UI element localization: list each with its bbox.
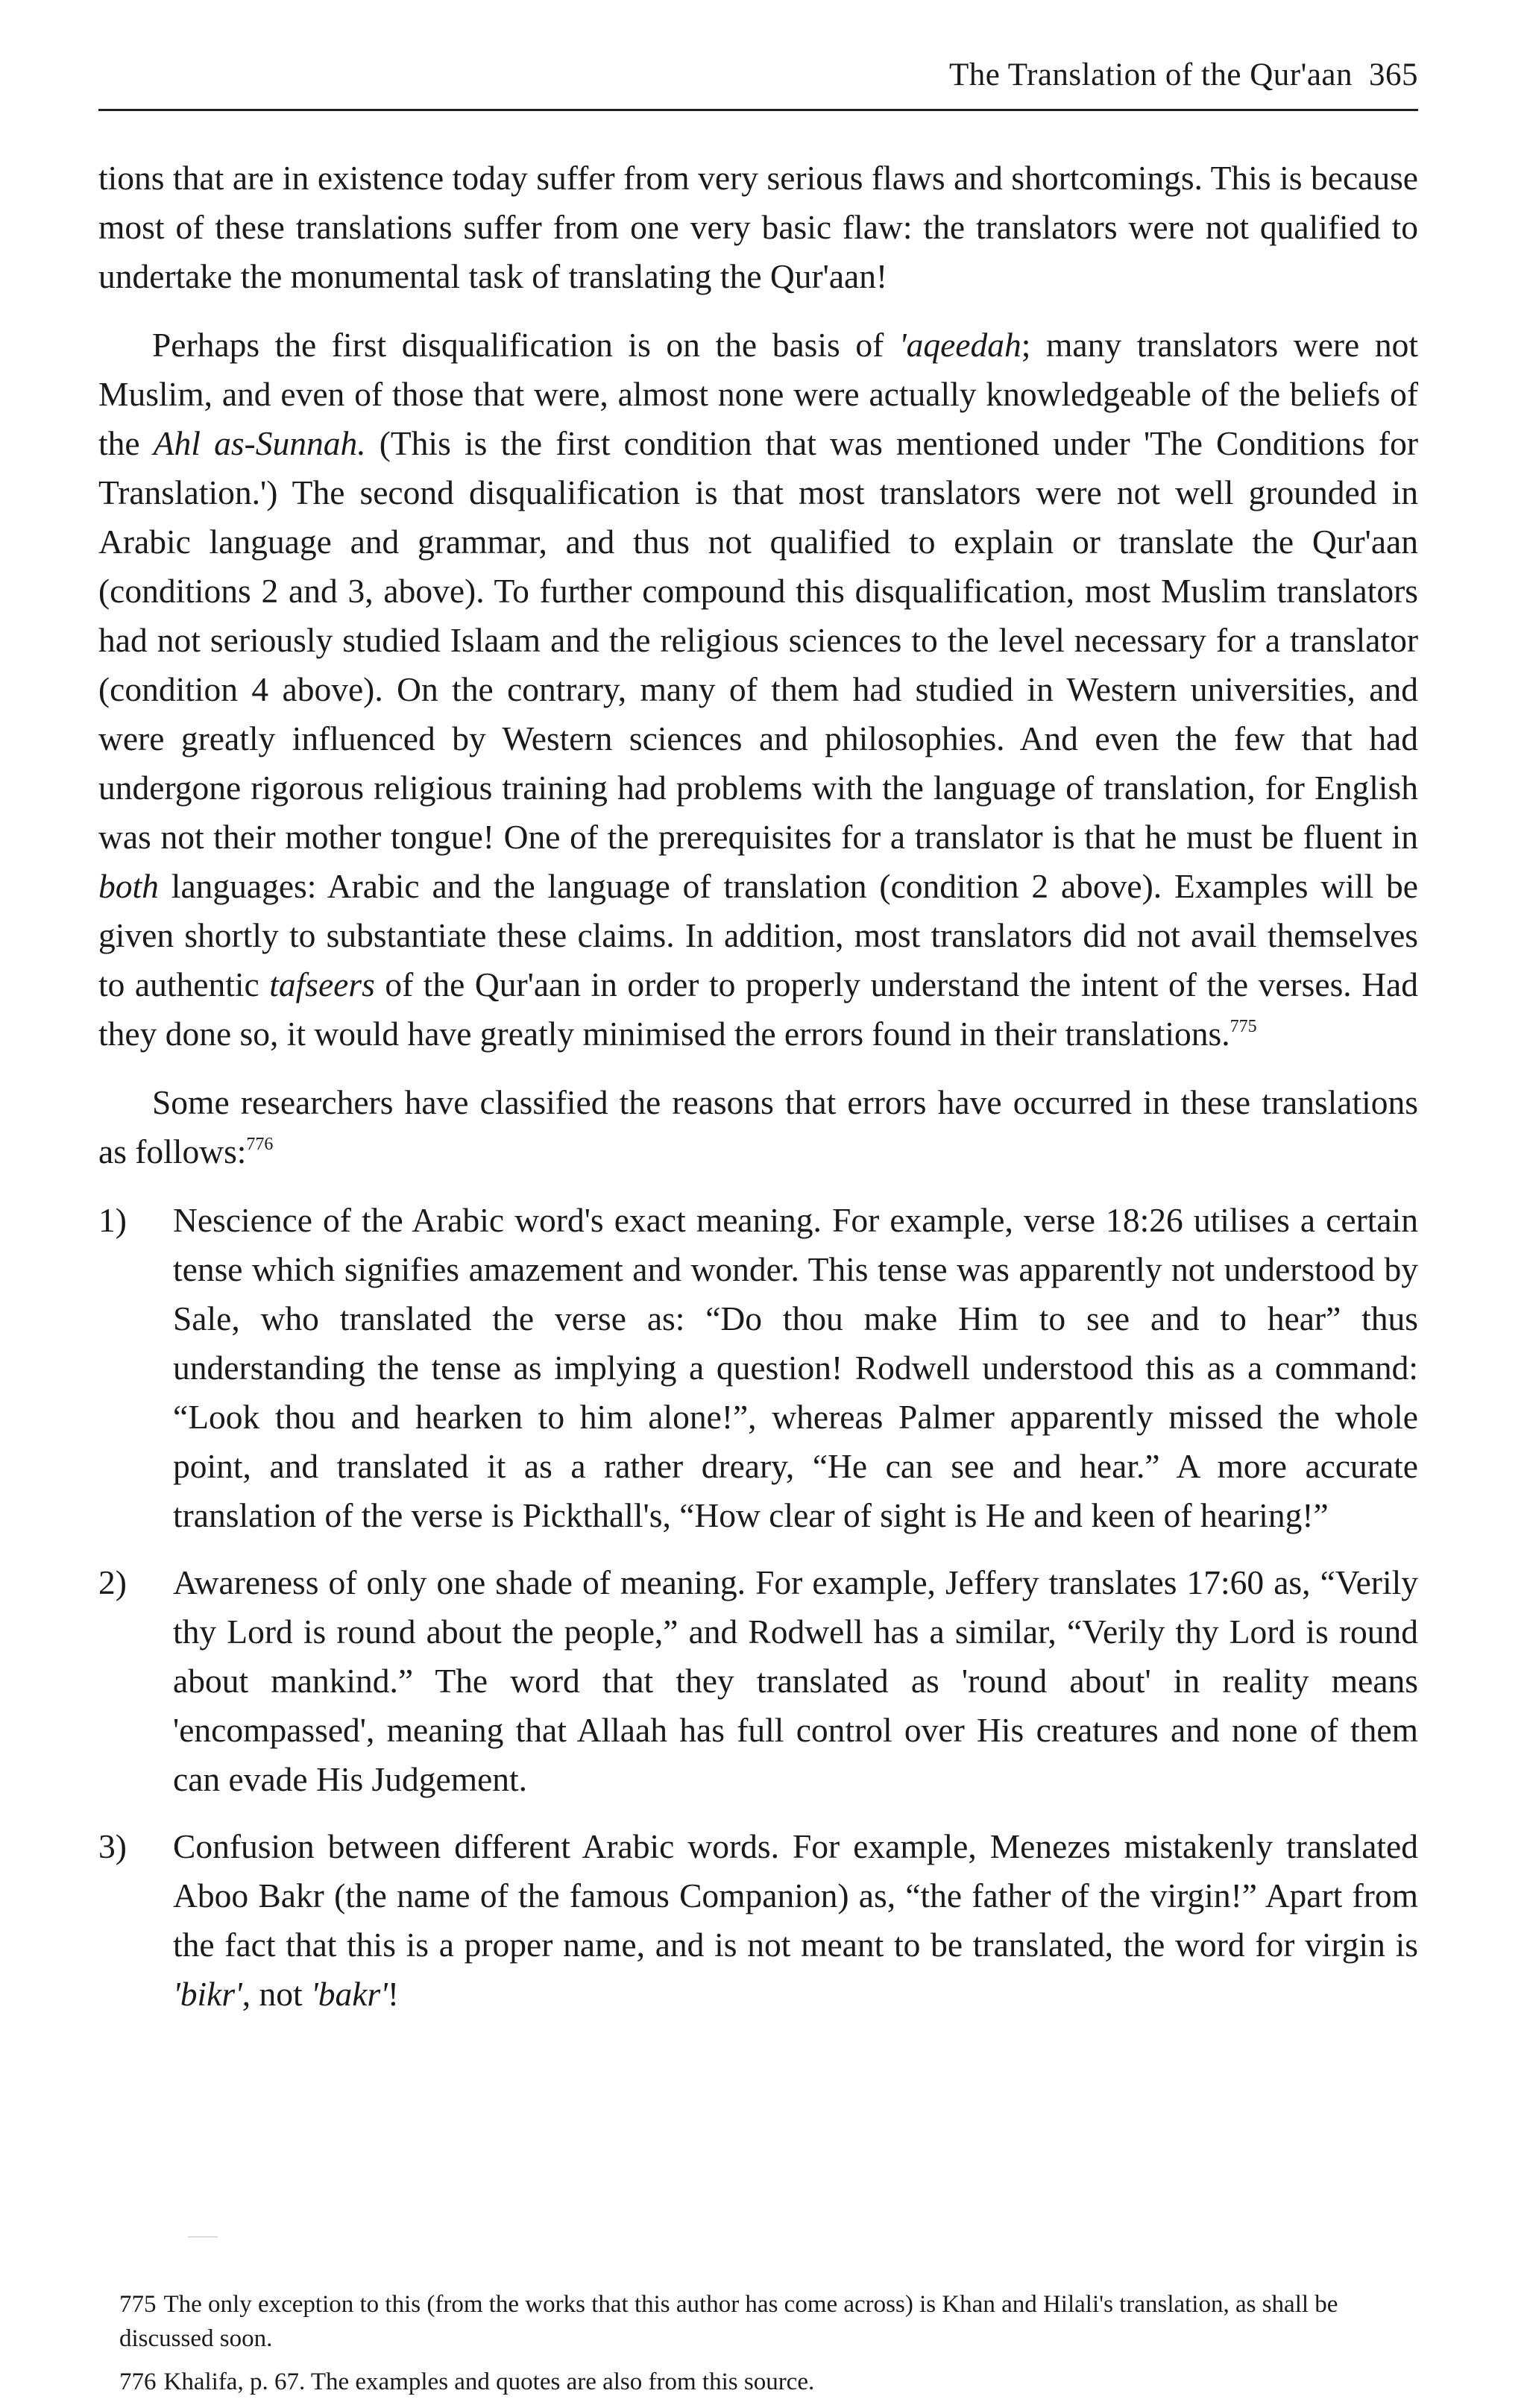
term-aqeedah: 'aqeedah: [898, 326, 1021, 364]
term-ahl-as-sunnah: Ahl as-Sunnah.: [153, 424, 366, 462]
footnote-text: The only exception to this (from the works that this author has come across) is Khan and Hilali's translation, as shall be discussed soon.: [119, 2291, 1338, 2352]
page-number: 365: [1369, 57, 1418, 92]
footnote-ref-776[interactable]: 776: [246, 1135, 274, 1154]
list-item-text: Confusion between different Arabic words. For example, Menezes mistakenly translated Aboo Bakr (the name of the famous Companion) as, “the father of the virgin!” Apart from the fact that this is a proper name, and is not meant to be translated, the word for virgin is 'bikr', not 'bakr'!: [173, 1827, 1418, 2013]
list-item: [98, 1196, 1418, 1540]
body-text: [98, 154, 1418, 2037]
footnote-text: Khalifa, p. 67. The examples and quotes are also from this source.: [163, 2368, 815, 2395]
reasons-list: [98, 1196, 1418, 2019]
paragraph-reasons: Some researchers have classified the reasons that errors have occurred in these translations as follows:$^{776}$: [98, 1083, 1418, 1170]
footnote-ref-775[interactable]: 775: [1230, 1017, 1257, 1036]
paragraph-disqualification: Perhaps the first disqualification is on the basis of 'aqeedah; many translators were not Muslim, and even of those that were, almost none were actually knowledgeable of the beliefs of the Ahl as-Sunnah. (This is the first condition that was mentioned under 'The Conditions for Translation.') The second disqualification is that most translators were not well grounded in Arabic language and grammar, and thus not qualified to explain or translate the Qur'aan (conditions 2 and 3, above). To further compound this disqualification, most Muslim translators had not seriously studied Islaam and the religious sciences to the level necessary for a translator (condition 4 above). On the contrary, many of them had studied in Western universities, and were greatly influenced by Western sciences and philosophies. And even the few that had undergone rigorous religious training had problems with the language of translation, for English was not their mother tongue! One of the prerequisites for a translator is that he must be fluent in both languages: Arabic and the language of translation (condition 2 above). Examples will be given shortly to substantiate these claims. In addition, most translators did not avail themselves to authentic tafseers of the Qur'aan in order to properly understand the intent of the verses. Had they done so, it would have greatly minimised the errors found in their translations.$^{775}$: [98, 326, 1419, 1053]
term-both: both: [98, 867, 159, 905]
list-item-text: Nescience of the Arabic word's exact meaning. For example, verse 18:26 utilises a certain tense which signifies amazement and wonder. This tense was apparently not understood by Sale, who translated the verse as: “Do thou make Him to see and to hear” thus understanding the tense as implying a question! Rodwell understood this as a command: “Look thou and hearken to him alone!”, whereas Palmer apparently missed the whole point, and translated it as a rather dreary, “He can see and hear.” A more accurate translation of the verse is Pickthall's, “How clear of sight is He and keen of hearing!”: [173, 1201, 1418, 1534]
list-item-text: Awareness of only one shade of meaning. For example, Jeffery translates 17:60 as, “Verily thy Lord is round about the people,” and Rodwell has a similar, “Verily thy Lord is round about mankind.” The word that they translated as 'round about' in reality means 'encompassed', meaning that Allaah has full control over His creatures and none of them can evade His Judgement.: [173, 1563, 1418, 1798]
running-head: [98, 57, 1418, 93]
footnote-number: 776: [119, 2368, 157, 2395]
term-bakr: 'bakr': [311, 1975, 388, 2013]
list-item-number: 3): [98, 1827, 127, 1865]
running-head-title: The Translation of the Qur'aan: [948, 57, 1353, 92]
list-item-number: 2): [98, 1563, 127, 1601]
footnote-775: [119, 2287, 1418, 2356]
header-rule: [98, 109, 1418, 111]
footnote-776: [119, 2365, 1418, 2399]
list-item: [98, 1822, 1418, 2019]
footnotes: [119, 2287, 1418, 2408]
list-item: [98, 1558, 1418, 1804]
paragraph-continued: tions that are in existence today suffer from very serious flaws and shortcomings. This is because most of these translations suffer from one very basic flaw: the translators were not qualified to undertake the monumental task of translating the Qur'aan!: [98, 159, 1418, 295]
term-tafseers: tafseers: [269, 965, 375, 1003]
term-bikr: 'bikr': [173, 1975, 242, 2013]
footnote-number: 775: [119, 2291, 157, 2318]
list-item-number: 1): [98, 1201, 127, 1239]
